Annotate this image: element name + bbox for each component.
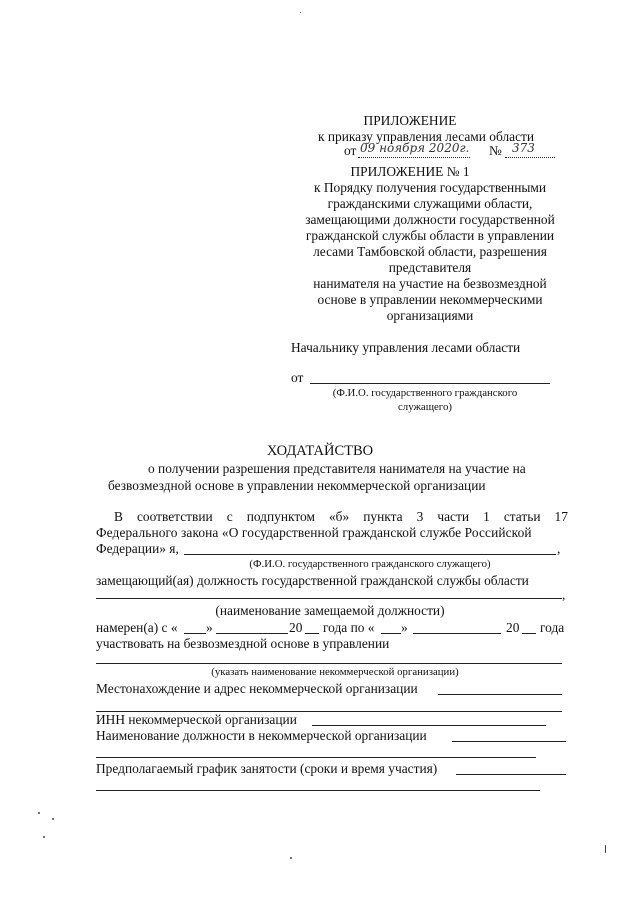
fio-fill-line [184, 554, 556, 555]
intend-mid: года по « [323, 620, 375, 635]
word: 3 [416, 509, 424, 524]
location-label: Местонахождение и адрес некоммерческой организации [96, 681, 418, 696]
addressee-from-line [310, 383, 550, 384]
word: В [114, 509, 123, 524]
word: «б» [328, 509, 350, 524]
addressee-from-label: от [291, 370, 304, 385]
schedule-label: Предполагаемый график занятости (сроки и время участия) [96, 761, 438, 776]
body-paragraph-line1 [114, 509, 568, 525]
intend-year2: 20 [506, 620, 520, 635]
intend-suffix: года [540, 620, 565, 635]
petition-title: ХОДАТАЙСТВО [266, 443, 374, 459]
addressee-to: Начальнику управления лесами области [291, 340, 521, 355]
intend-q1: » [206, 620, 213, 635]
body-paragraph-line2: Федерального закона «О государственной гражданской службе Российской [96, 525, 532, 540]
word: подпунктом [246, 509, 315, 524]
word: пункта [363, 509, 403, 524]
scan-speck [605, 845, 606, 853]
word: части [437, 509, 470, 524]
location-fill-line [438, 694, 562, 695]
appendix-title: ПРИЛОЖЕНИЕ № 1 [350, 164, 470, 179]
appendix-line: к Порядку получения государственными [313, 180, 547, 195]
position-in-org-label: Наименование должности в некоммерческой организации [96, 728, 427, 743]
header-date-handwritten: 09 ноября 2020г. [360, 141, 470, 155]
appendix-line: гражданскими служащими области, [327, 196, 533, 211]
header-number-line [505, 157, 555, 158]
scan-speck [290, 857, 292, 859]
appendix-line: основе в управлении некоммерческими [317, 292, 543, 307]
position-line: замещающий(ая) должность государственной гражданской службы области [96, 573, 529, 588]
addressee-from-hint: (Ф.И.О. государственного гражданского [332, 387, 518, 399]
appendix-line: нанимателя на участие на безвозмездной [313, 276, 547, 291]
word: с [226, 509, 233, 524]
schedule-fill-line-2 [96, 790, 540, 791]
intend-q2: » [401, 620, 408, 635]
word: 17 [554, 509, 568, 524]
org-fill-line [96, 663, 562, 664]
word: 1 [483, 509, 490, 524]
position-in-org-fill-line-2 [96, 757, 536, 758]
position-fill-line [96, 598, 562, 599]
appendix-line: представителя [388, 260, 472, 275]
intend-day1-line [184, 633, 206, 634]
header-ot-label: от [344, 143, 357, 158]
header-k-prikazu: к приказу управления лесами области [318, 129, 535, 144]
addressee-from-hint: служащего) [398, 401, 452, 413]
appendix-line: организациями [386, 308, 474, 323]
intend-year1: 20 [289, 620, 303, 635]
header-number-handwritten: 373 [512, 141, 535, 155]
body-paragraph-line3: Федерации» я, [96, 541, 179, 556]
word: статьи [503, 509, 541, 524]
participate-line: участвовать на безвозмездной основе в управлении [96, 636, 390, 651]
schedule-fill-line [456, 774, 566, 775]
petition-subtitle: безвозмездной основе в управлении некоммерческой организации [108, 478, 486, 493]
appendix-line: гражданской службы области в управлении [305, 228, 555, 243]
inn-label: ИНН некоммерческой организации [96, 712, 297, 727]
intend-month1-line [216, 633, 288, 634]
header-date-line [358, 157, 470, 158]
intend-month2-line [413, 633, 501, 634]
intend-year1-line [305, 633, 319, 634]
header-number-label: № [489, 143, 502, 158]
intend-day2-line [381, 633, 401, 634]
fio-hint: (Ф.И.О. государственного гражданского служащего) [249, 558, 491, 570]
org-hint: (указать наименование некоммерческой организации) [211, 666, 459, 678]
comma: , [562, 587, 566, 602]
intend-year2-line [522, 633, 536, 634]
word: соответствии [136, 509, 213, 524]
petition-subtitle: о получении разрешения представителя нанимателя на участие на [148, 461, 526, 476]
header-prilozhenie: ПРИЛОЖЕНИЕ [363, 113, 457, 128]
position-hint: (наименование замещаемой должности) [215, 603, 445, 618]
scan-speck [38, 812, 40, 814]
scan-speck [52, 818, 54, 820]
appendix-line: лесами Тамбовской области, разрешения [313, 244, 547, 259]
comma: , [557, 541, 561, 556]
inn-fill-line [312, 725, 546, 726]
appendix-line: замещающими должности государственной [305, 212, 555, 227]
intend-prefix: намерен(а) с « [96, 620, 178, 635]
scan-speck [43, 836, 45, 838]
position-in-org-fill-line [452, 741, 566, 742]
scan-speck [300, 12, 301, 13]
